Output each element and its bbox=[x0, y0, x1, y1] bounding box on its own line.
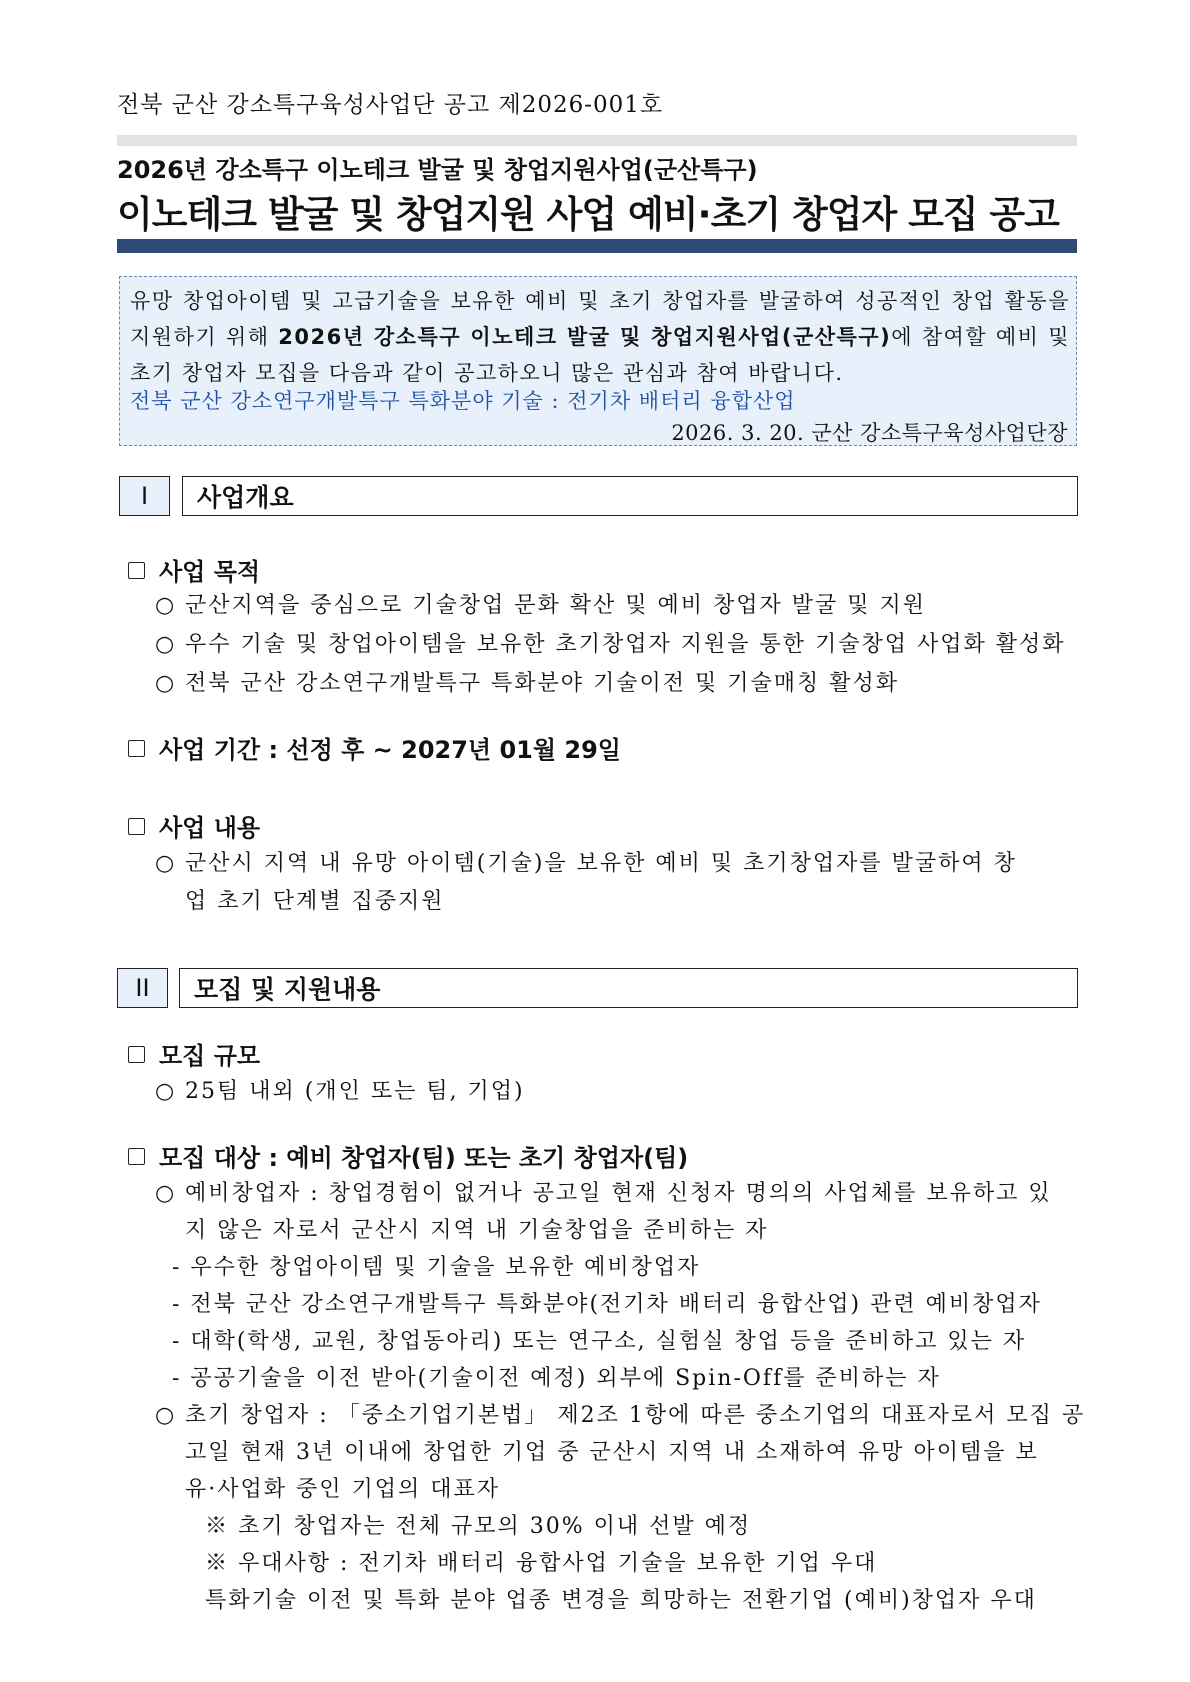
checkbox-bullet-icon bbox=[128, 740, 145, 757]
intro-box bbox=[119, 276, 1077, 446]
circle-bullet-icon: ○ bbox=[155, 851, 177, 876]
target-heading bbox=[128, 1138, 688, 1173]
period-heading bbox=[128, 730, 621, 765]
sub-list-item: - 우수한 창업아이템 및 기술을 보유한 예비창업자 bbox=[172, 1255, 701, 1280]
specialized-field: 전북 군산 강소연구개발특구 특화분야 기술 : 전기차 배터리 융합산업 bbox=[130, 389, 796, 413]
sub-list-item: - 대학(학생, 교원, 창업동아리) 또는 연구소, 실험실 창업 등을 준비하고 있는 자 bbox=[172, 1329, 1027, 1354]
circle-bullet-icon: ○ bbox=[155, 1181, 177, 1206]
content-heading-label: 사업 내용 bbox=[159, 814, 261, 842]
scale-heading bbox=[128, 1036, 260, 1071]
notice-subtitle: 2026년 강소특구 이노테크 발굴 및 창업지원사업(군산특구) bbox=[117, 156, 758, 184]
header-divider bbox=[117, 135, 1077, 146]
period-heading-label: 사업 기간 : 선정 후 ~ 2027년 01월 29일 bbox=[159, 736, 621, 764]
checkbox-bullet-icon bbox=[128, 562, 145, 579]
purpose-heading-label: 사업 목적 bbox=[159, 558, 261, 586]
circle-bullet-icon: ○ bbox=[155, 671, 177, 696]
section-number: I bbox=[119, 476, 170, 516]
checkbox-bullet-icon bbox=[128, 1046, 145, 1063]
list-item bbox=[155, 588, 926, 619]
target-heading-label: 모집 대상 : 예비 창업자(팀) 또는 초기 창업자(팀) bbox=[159, 1144, 689, 1172]
list-item bbox=[155, 1398, 1085, 1429]
note: ※ 초기 창업자는 전체 규모의 30% 이내 선발 예정 bbox=[205, 1514, 752, 1539]
circle-bullet-icon: ○ bbox=[155, 632, 177, 657]
list-item-text: 전북 군산 강소연구개발특구 특화분야 기술이전 및 기술매칭 활성화 bbox=[185, 671, 900, 696]
list-item bbox=[155, 666, 899, 697]
list-item-text: 예비창업자 : 창업경험이 없거나 공고일 현재 신청자 명의의 사업체를 보유하고 있 bbox=[185, 1181, 1052, 1206]
list-item-continuation: 고일 현재 3년 이내에 창업한 기업 중 군산시 지역 내 소재하여 유망 아이템을 보 bbox=[185, 1440, 1039, 1465]
list-item-text: 25팀 내외 (개인 또는 팀, 기업) bbox=[185, 1079, 525, 1104]
sub-list-item: - 공공기술을 이전 받아(기술이전 예정) 외부에 Spin-Off를 준비하는 자 bbox=[172, 1366, 941, 1391]
list-item-text: 초기 창업자 : 「중소기업기본법」 제2조 1항에 따른 중소기업의 대표자로서 모집 공 bbox=[185, 1403, 1086, 1428]
note: ※ 우대사항 : 전기차 배터리 융합사업 기술을 보유한 기업 우대 bbox=[205, 1551, 878, 1576]
list-item-continuation: 유·사업화 중인 기업의 대표자 bbox=[185, 1477, 500, 1502]
scale-heading-label: 모집 규모 bbox=[159, 1042, 261, 1070]
purpose-heading bbox=[128, 552, 260, 587]
notice-title: 이노테크 발굴 및 창업지원 사업 예비·초기 창업자 모집 공고 bbox=[117, 193, 1059, 236]
document-number: 전북 군산 강소특구육성사업단 공고 제2026-001호 bbox=[117, 92, 664, 118]
intro-text-part1: 유망 창업아이템 및 고급기술을 보유한 예비 및 초기 창업자를 발굴하여 성공적인 창업 활동을 지원하기 위해 bbox=[130, 289, 1070, 349]
title-divider bbox=[117, 239, 1077, 253]
circle-bullet-icon: ○ bbox=[155, 593, 177, 618]
section-title: 모집 및 지원내용 bbox=[179, 968, 1078, 1008]
section-number: II bbox=[117, 968, 168, 1008]
sub-list-item: - 전북 군산 강소연구개발특구 특화분야(전기차 배터리 융합산업) 관련 예비창업자 bbox=[172, 1292, 1042, 1317]
list-item-text: 군산시 지역 내 유망 아이템(기술)을 보유한 예비 및 초기창업자를 발굴하여 창 bbox=[185, 851, 1017, 876]
note: 특화기술 이전 및 특화 분야 업종 변경을 희망하는 전환기업 (예비)창업자 우대 bbox=[205, 1588, 1037, 1613]
intro-text-part2: 에 참여할 예비 및 초기 창업자 모집을 다음과 같이 공고하오니 많은 관심과 참여 바랍니다. bbox=[130, 325, 1070, 385]
list-item-continuation: 지 않은 자로서 군산시 지역 내 기술창업을 준비하는 자 bbox=[185, 1218, 769, 1243]
intro-program-name: 2026년 강소특구 이노테크 발굴 및 창업지원사업(군산특구) bbox=[278, 325, 892, 349]
circle-bullet-icon: ○ bbox=[155, 1079, 177, 1104]
list-item bbox=[155, 1176, 1052, 1207]
circle-bullet-icon: ○ bbox=[155, 1403, 177, 1428]
checkbox-bullet-icon bbox=[128, 1148, 145, 1165]
list-item-continuation: 업 초기 단계별 집중지원 bbox=[185, 889, 445, 914]
list-item-text: 군산지역을 중심으로 기술창업 문화 확산 및 예비 창업자 발굴 및 지원 bbox=[185, 593, 926, 618]
list-item bbox=[155, 1074, 525, 1105]
notice-date: 2026. 3. 20. 군산 강소특구육성사업단장 bbox=[671, 421, 1068, 445]
content-heading bbox=[128, 808, 260, 843]
intro-paragraph bbox=[130, 283, 1070, 391]
list-item-text: 우수 기술 및 창업아이템을 보유한 초기창업자 지원을 통한 기술창업 사업화 활성화 bbox=[185, 632, 1066, 657]
list-item bbox=[155, 846, 1017, 877]
section-title: 사업개요 bbox=[182, 476, 1078, 516]
list-item bbox=[155, 627, 1066, 658]
checkbox-bullet-icon bbox=[128, 818, 145, 835]
